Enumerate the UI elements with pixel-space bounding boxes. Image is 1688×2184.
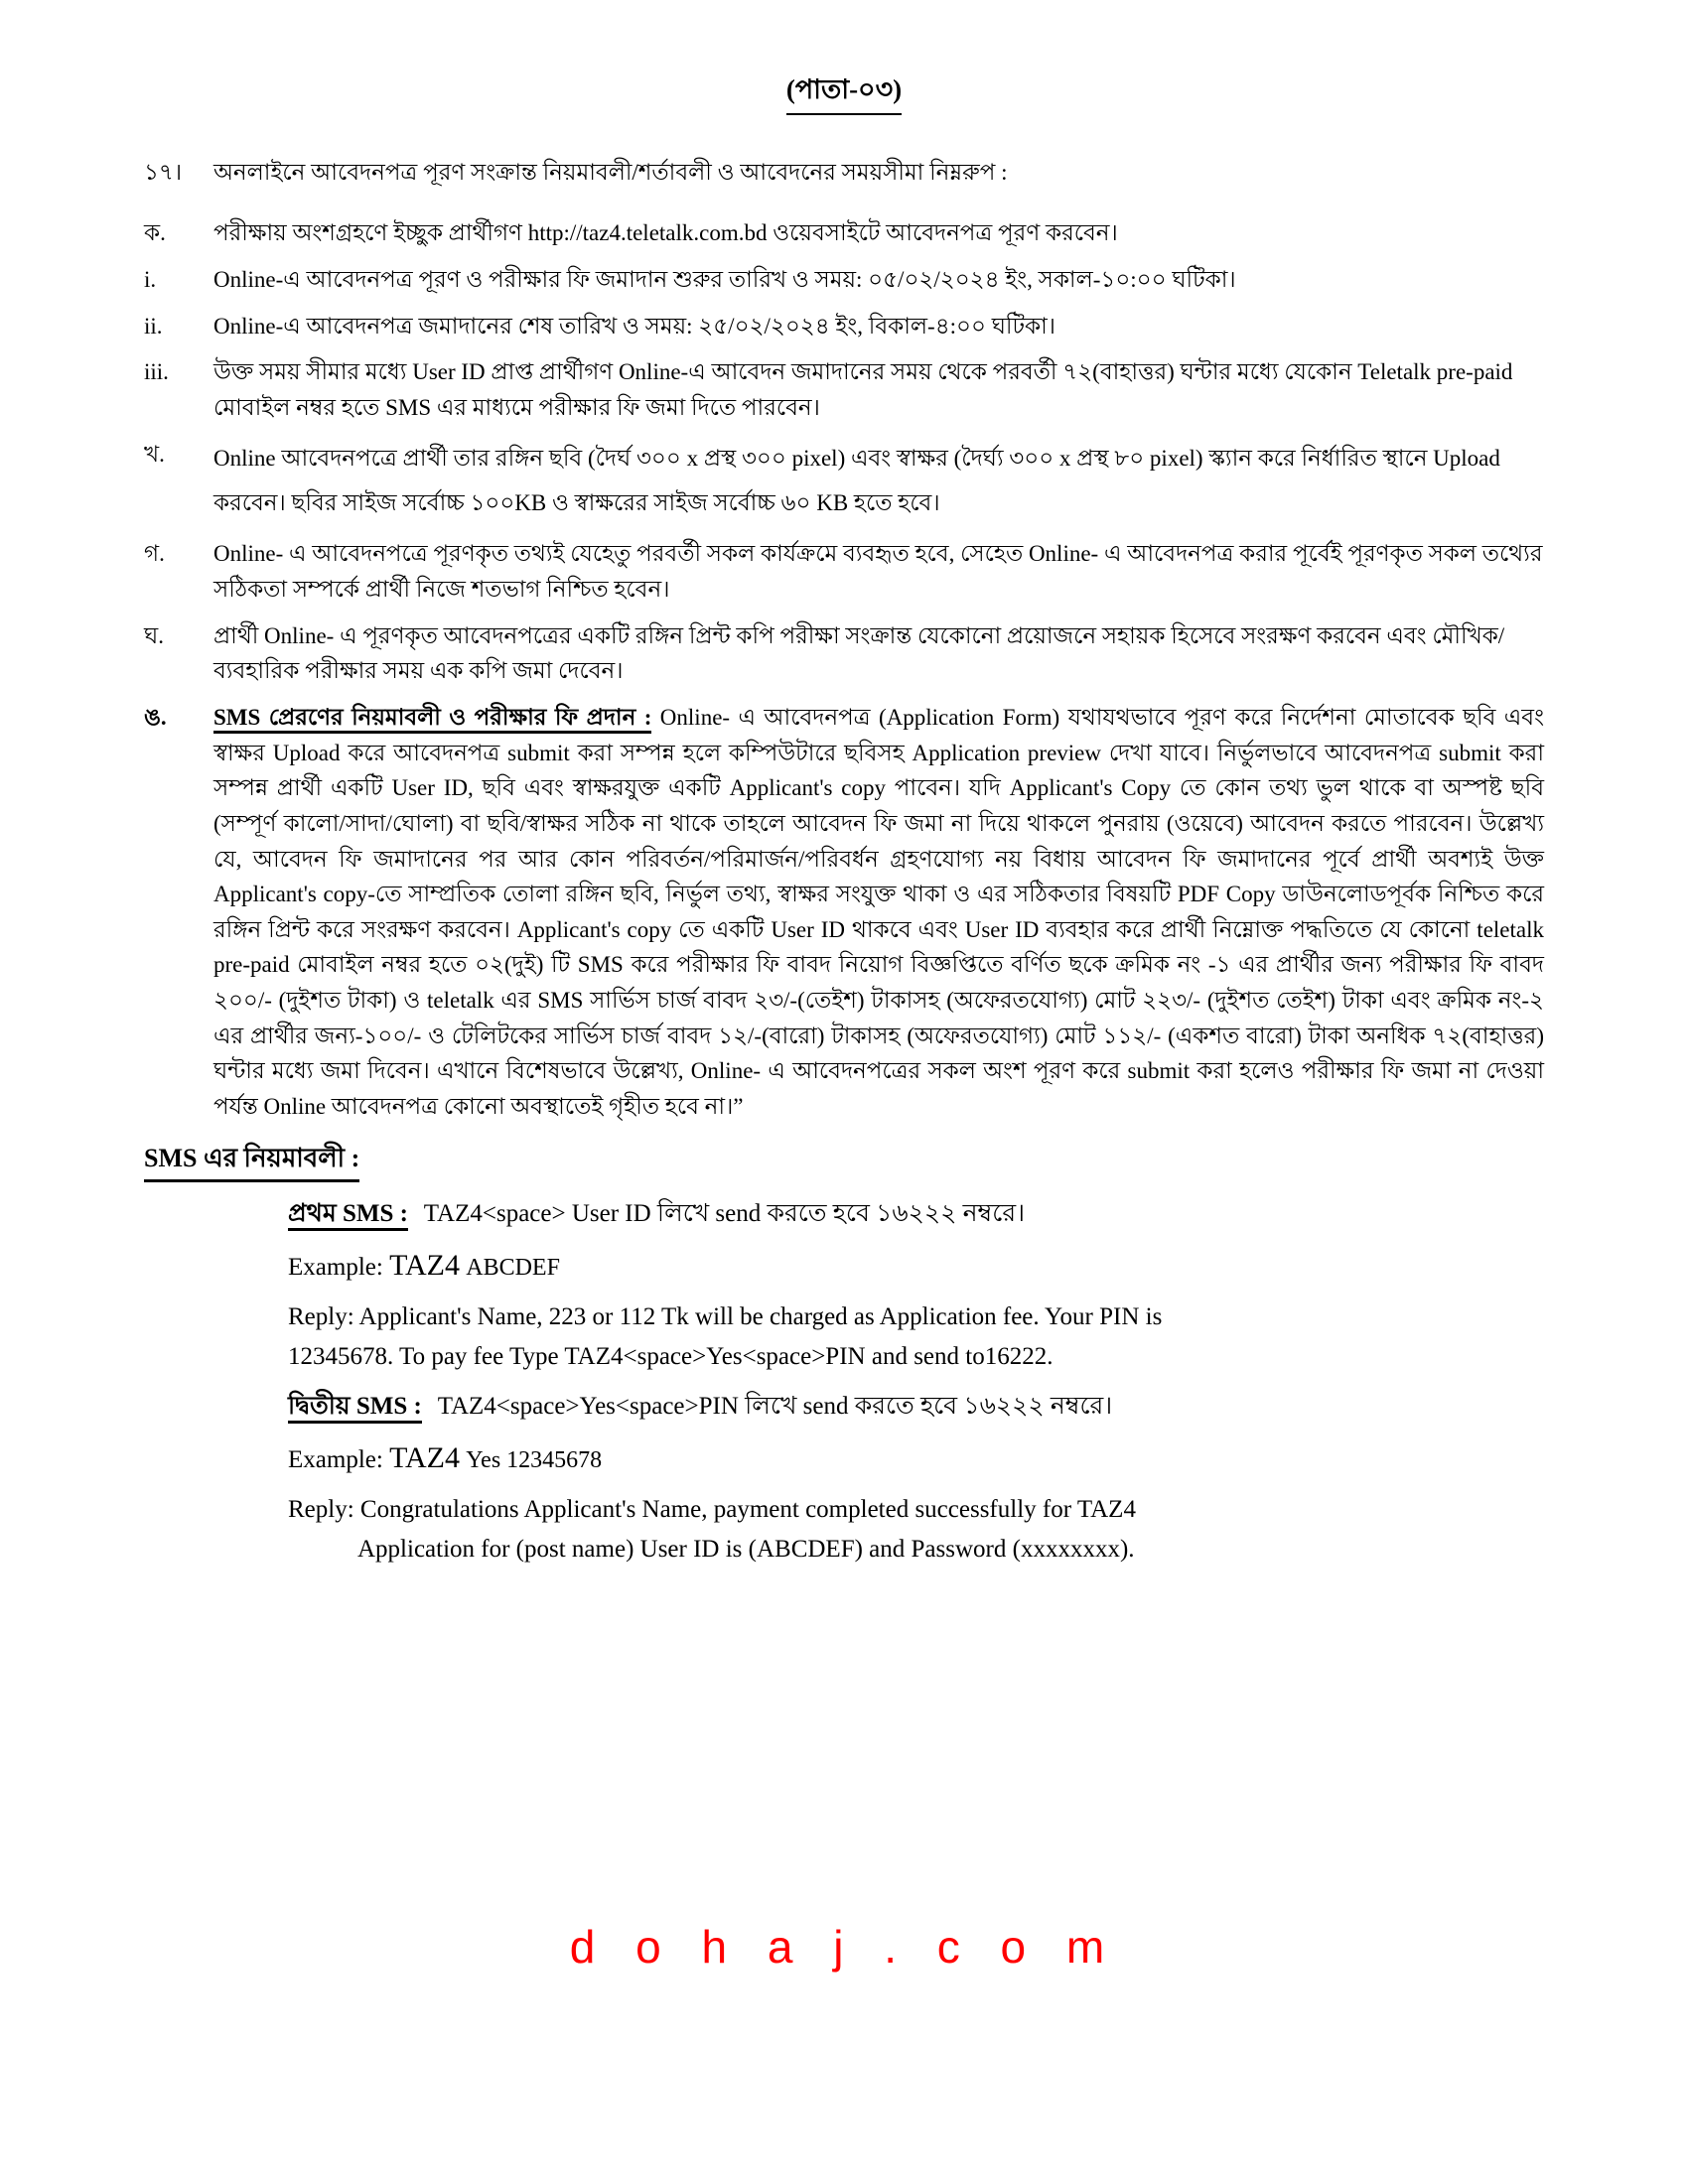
- item-text: Online-এ আবেদনপত্র পূরণ ও পরীক্ষার ফি জমাদান শুরুর তারিখ ও সময়: ০৫/০২/২০২৪ ইং, সকাল-১০:০০ ঘটিকা।: [213, 267, 1236, 293]
- item-marker: ঘ.: [144, 622, 164, 648]
- page-number-label: (পাতা-০৩): [786, 69, 902, 115]
- first-sms-text: TAZ4<space> User ID লিখে send করতে হবে ১৬২২২ নম্বরে।: [423, 1199, 1026, 1227]
- second-sms-text: TAZ4<space>Yes<space>PIN লিখে send করতে হবে ১৬২২২ নম্বরে।: [437, 1392, 1113, 1420]
- example-command: TAZ4: [389, 1440, 460, 1474]
- sms-fee-lead: SMS প্রেরণের নিয়মাবলী ও পরীক্ষার ফি প্রদান :: [213, 705, 651, 734]
- item-marker: i.: [144, 267, 157, 293]
- second-sms-label: দ্বিতীয় SMS :: [288, 1393, 422, 1424]
- list-item-iii: [144, 354, 1544, 425]
- item-text: Online আবেদনপত্রে প্রার্থী তার রঙ্গিন ছবি (দৈর্ঘ ৩০০ x প্রস্থ ৩০০ pixel) এবং স্বাক্ষর (দৈর্ঘ্য ৩০০ x প্রস্থ ৮০ pixel) স্ক্যান করে নির্ধারিত স্থানে Upload করবেন। ছবির সাইজ সর্বোচ্চ ১০০KB ও স্বাক্ষরের সাইজ সর্বোচ্চ ৬০ KB হতে হবে।: [213, 445, 1500, 515]
- first-sms-label: প্রথম SMS :: [288, 1200, 408, 1231]
- item-marker: খ.: [144, 441, 165, 467]
- example-label: Example:: [288, 1445, 383, 1473]
- watermark-text: d o h a j . c o m: [569, 1920, 1119, 1973]
- section-title: অনলাইনে আবেদনপত্র পূরণ সংক্রান্ত নিয়মাবলী/শর্তাবলী ও আবেদনের সময়সীমা নিম্নরুপ :: [213, 159, 1008, 185]
- list-item-ka: [144, 215, 1544, 251]
- page-header: [144, 69, 1544, 115]
- example-command: TAZ4: [389, 1248, 460, 1282]
- item-marker: iii.: [144, 359, 169, 385]
- list-item-ga: [144, 536, 1544, 607]
- item-text: Online- এ আবেদনপত্রে পূরণকৃত তথ্যই যেহেতু পরবর্তী সকল কার্যক্রমে ব্যবহৃত হবে, সেহেত Online- এ আবেদনপত্র করার পূর্বেই পূরণকৃত সকল তথ্যের সঠিকতা সম্পর্কে প্রার্থী নিজে শতভাগ নিশ্চিত হবেন।: [213, 541, 1543, 603]
- sms-instructions-block: [288, 1194, 1554, 1570]
- list-item-ii: [144, 309, 1544, 344]
- item-marker: ঙ.: [144, 704, 167, 730]
- list-item-i: [144, 262, 1544, 298]
- item-text: প্রার্থী Online- এ পূরণকৃত আবেদনপত্রের একটি রঙ্গিন প্রিন্ট কপি পরীক্ষা সংক্রান্ত যেকোনো প্রয়োজনে সহায়ক হিসেবে সংরক্ষণ করবেন এবং মৌখিক/ব্যবহারিক পরীক্ষার সময় এক কপি জমা দেবেন।: [213, 622, 1505, 684]
- item-text: পরীক্ষায় অংশগ্রহণে ইচ্ছুক প্রার্থীগণ http://taz4.teletalk.com.bd ওয়েবসাইটে আবেদনপত্র পূরণ করবেন।: [213, 220, 1118, 246]
- second-sms-line: [288, 1387, 1554, 1427]
- example-argument: Yes 12345678: [466, 1446, 603, 1473]
- list-item-unga: [144, 700, 1544, 1125]
- sms-rules-section: [144, 1139, 1544, 1182]
- item-text: Online-এ আবেদনপত্র জমাদানের শেষ তারিখ ও সময়: ২৫/০২/২০২৪ ইং, বিকাল-৪:০০ ঘটিকা।: [213, 313, 1055, 339]
- item-marker: ii.: [144, 313, 163, 339]
- second-example-line: [288, 1434, 1554, 1482]
- sms-fee-paragraph: Online- এ আবেদনপত্র (Application Form) যথাযথভাবে পূরণ করে নির্দেশনা মোতাবেক ছবি এবং স্বাক্ষর Upload করে আবেদনপত্র submit করা সম্পন্ন হলে কম্পিউটারে ছবিসহ Application preview দেখা যাবে। নির্ভুলভাবে আবেদনপত্র submit করা সম্পন্ন প্রার্থী একটি User ID, ছবি এবং স্বাক্ষরযুক্ত একটি Applicant's copy পাবেন। যদি Applicant's Copy তে কোন তথ্য ভুল থাকে বা অস্পষ্ট ছবি (সম্পূর্ণ কালো/সাদা/ঘোলা) বা ছবি/স্বাক্ষর সঠিক না থাকে তাহলে আবেদন ফি জমা না দিয়ে থাকলে পুনরায় (ওয়েবে) আবেদন করতে পারবেন। উল্লেখ্য যে, আবেদন ফি জমাদানের পর আর কোন পরিবর্তন/পরিমার্জন/পরিবর্ধন গ্রহণযোগ্য নয় বিধায় আবেদন ফি জমাদানের পূর্বে প্রার্থী অবশ্যই উক্ত Applicant's copy-তে সাম্প্রতিক তোলা রঙ্গিন ছবি, নির্ভুল তথ্য, স্বাক্ষর সংযুক্ত থাকা ও এর সঠিকতার বিষয়টি PDF Copy ডাউনলোডপূর্বক নিশ্চিত করে রঙ্গিন প্রিন্ট করে সংরক্ষণ করবেন। Applicant's copy তে একটি User ID থাকবে এবং User ID ব্যবহার করে প্রার্থী নিম্নোক্ত পদ্ধতিতে যে কোনো teletalk pre-paid মোবাইল নম্বর হতে ০২(দুই) টি SMS করে পরীক্ষার ফি বাবদ নিয়োগ বিজ্ঞপ্তিতে বর্ণিত ছকে ক্রমিক নং -১ এর প্রার্থীর জন্য পরীক্ষার ফি বাবদ ২০০/- (দুইশত টাকা) ও teletalk এর SMS সার্ভিস চার্জ বাবদ ২৩/-(তেইশ) টাকাসহ (অফেরতযোগ্য) মোট ২২৩/- (দুইশত তেইশ) টাকা এবং ক্রমিক নং-২ এর প্রার্থীর জন্য-১০০/- ও টেলিটকের সার্ভিস চার্জ বাবদ ১২/-(বারো) টাকাসহ (অফেরতযোগ্য) মোট ১১২/- (একশত বারো) টাকা অনধিক ৭২(বাহাত্তর) ঘন্টার মধ্যে জমা দিবেন। এখানে বিশেষভাবে উল্লেখ্য, Online- এ আবেদনপত্রের সকল অংশ পূরণ করে submit করা হলেও পরীক্ষার ফি জমা না দেওয়া পর্যন্ত Online আবেদনপত্র কোনো অবস্থাতেই গৃহীত হবে না।”: [213, 704, 1545, 1119]
- example-label: Example:: [288, 1253, 383, 1281]
- example-argument: ABCDEF: [466, 1254, 560, 1281]
- first-sms-line: [288, 1194, 1554, 1234]
- item-marker: গ.: [144, 541, 165, 567]
- section-number: ১৭।: [144, 159, 183, 185]
- first-example-line: [288, 1242, 1554, 1290]
- sms-rules-heading: SMS এর নিয়মাবলী :: [144, 1139, 359, 1182]
- item-text: [213, 700, 1544, 1125]
- second-reply-line2: Application for (post name) User ID is (ABCDEF) and Password (xxxxxxxx).: [357, 1535, 1135, 1563]
- list-item-kha: [144, 437, 1544, 526]
- first-reply-text: Reply: Applicant's Name, 223 or 112 Tk will be charged as Application fee. Your PIN is 12345678. To pay fee Type TAZ4<space>Yes<space>PIN and send to16222.: [288, 1302, 1163, 1370]
- item-marker: ক.: [144, 220, 166, 246]
- list-item-gha: [144, 618, 1544, 689]
- item-text: উক্ত সময় সীমার মধ্যে User ID প্রাপ্ত প্রার্থীগণ Online-এ আবেদন জমাদানের সময় থেকে পরবর্তী ৭২(বাহাত্তর) ঘন্টার মধ্যে যেকোন Teletalk pre-paid মোবাইল নম্বর হতে SMS এর মাধ্যমে পরীক্ষার ফি জমা দিতে পারবেন।: [213, 359, 1513, 421]
- second-reply-line1: Reply: Congratulations Applicant's Name, payment completed successfully for TAZ4: [288, 1495, 1136, 1523]
- section-17-row: [144, 155, 1544, 191]
